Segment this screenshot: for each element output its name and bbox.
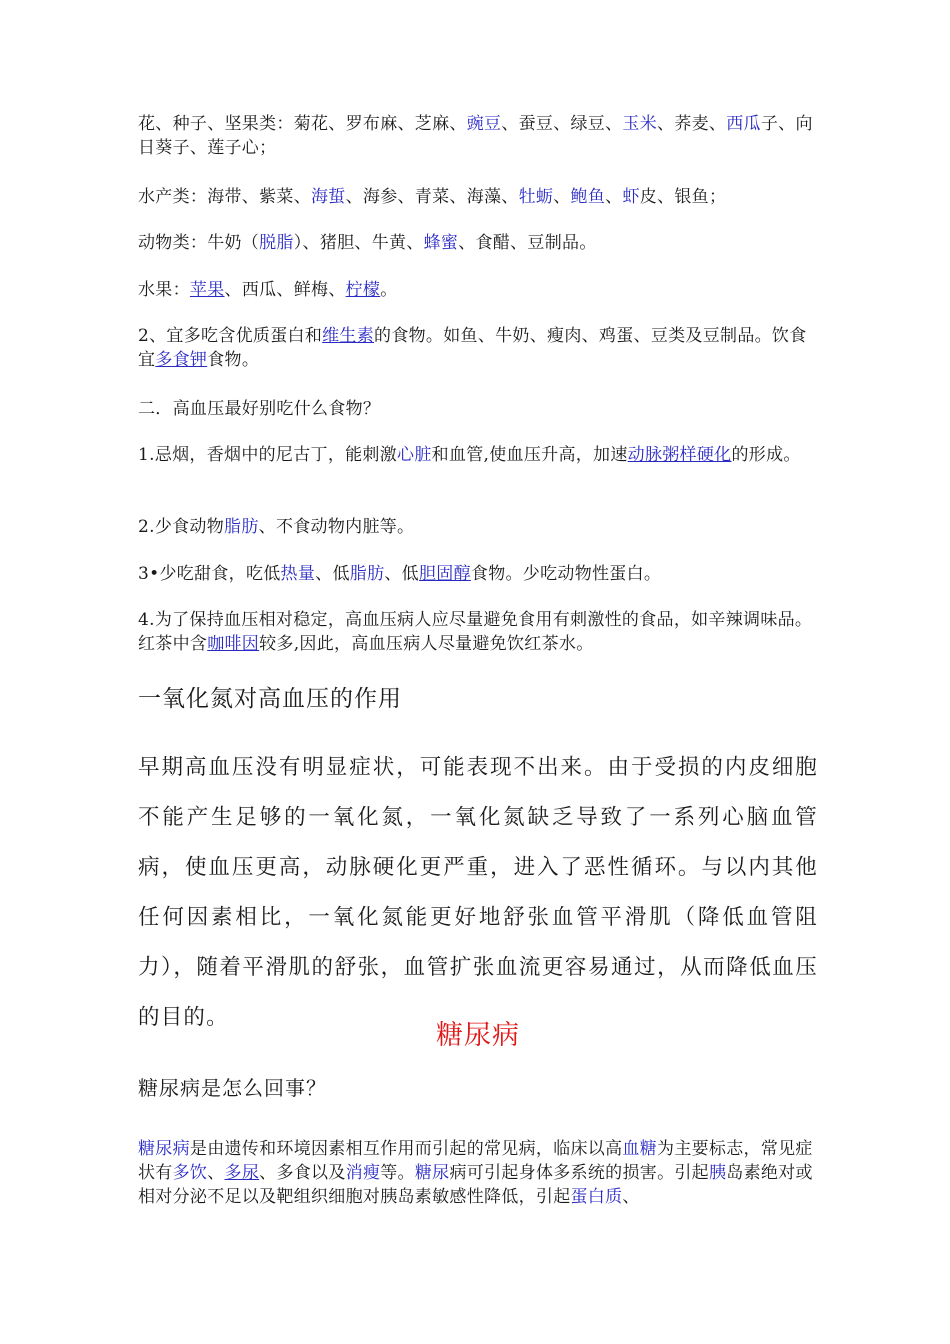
link-kafeiyin[interactable]: 咖啡因 <box>207 634 260 654</box>
text: 、 <box>622 1187 640 1207</box>
link-muli[interactable]: 牡蛎 <box>518 187 554 207</box>
link-fengmi[interactable]: 蜂蜜 <box>423 233 459 253</box>
section-title-diabetes: 糖尿病 <box>436 1020 520 1051</box>
text: 皮、银鱼； <box>639 187 727 207</box>
link-duoniao[interactable]: 多尿 <box>224 1163 260 1183</box>
link-xuetang[interactable]: 血糖 <box>622 1139 658 1159</box>
link-xinzang[interactable]: 心脏 <box>397 445 432 465</box>
text: 、低 <box>384 564 419 584</box>
text: 二．高血压最好别吃什么食物？ <box>138 399 381 419</box>
text: 3•少吃甜食，吃低 <box>138 564 281 584</box>
link-haizhe[interactable]: 海蜇 <box>311 187 346 207</box>
text: 子、向日葵子、莲子心； <box>138 114 813 158</box>
link-pingguo[interactable]: 苹果 <box>189 280 225 300</box>
link-xia[interactable]: 虾 <box>622 187 640 207</box>
subheading-diabetes: 糖尿病是怎么回事？ <box>138 1076 327 1100</box>
text: 食物。 <box>207 350 260 370</box>
paragraph-smoking <box>138 443 818 467</box>
text: 、荞麦、 <box>657 114 727 134</box>
link-dongmai[interactable]: 动脉粥样硬化 <box>627 445 732 465</box>
text: 的食物。如鱼、牛奶、瘦肉、鸡蛋、豆类及豆制品。饮食宜 <box>138 326 807 370</box>
text: 等。 <box>380 1163 415 1183</box>
link-danbaizhi[interactable]: 蛋白质 <box>570 1187 623 1207</box>
paragraph-fat <box>138 515 818 539</box>
link-tangniao[interactable]: 糖尿 <box>414 1163 450 1183</box>
text: 是由遗传和环境因素相互作用而引起的常见病，临床以高 <box>189 1139 623 1159</box>
text: 2、宜多吃含优质蛋白和 <box>138 326 323 346</box>
paragraph-seafood <box>138 185 818 209</box>
text: 水果： <box>138 280 190 300</box>
text: 1.忌烟，香烟中的尼古丁，能刺激 <box>138 445 398 465</box>
paragraph-protein <box>138 324 818 372</box>
link-xigua[interactable]: 西瓜 <box>726 114 761 134</box>
text: 、西瓜、鲜梅、 <box>224 280 346 300</box>
paragraph-animal <box>138 231 818 255</box>
link-zhifang-2[interactable]: 脂肪 <box>349 564 385 584</box>
paragraph-stimulants <box>138 608 818 656</box>
text: 动物类：牛奶（ <box>138 233 260 253</box>
text: 2.少食动物 <box>138 517 225 537</box>
link-tuozhi[interactable]: 脱脂 <box>259 233 294 253</box>
link-baoyu[interactable]: 鲍鱼 <box>570 187 606 207</box>
text: 、海参、青菜、海藻、 <box>345 187 519 207</box>
text: 、 <box>605 187 623 207</box>
link-yumi[interactable]: 玉米 <box>622 114 658 134</box>
text: 的形成。 <box>731 445 801 465</box>
text: 、蚕豆、绿豆、 <box>501 114 623 134</box>
text: 岛素绝对或相对分泌不足以及靶组织细胞对胰岛素敏感性降低，引起 <box>138 1163 813 1207</box>
link-duoyin[interactable]: 多饮 <box>172 1163 208 1183</box>
link-danguchun[interactable]: 胆固醇 <box>418 564 471 584</box>
link-yi[interactable]: 胰 <box>708 1163 727 1183</box>
text: 、食醋、豆制品。 <box>458 233 597 253</box>
link-duoshijia[interactable]: 多食钾 <box>155 350 208 370</box>
text: 。 <box>380 280 398 300</box>
link-reliang[interactable]: 热量 <box>280 564 316 584</box>
paragraph-nitric-oxide: 早期高血压没有明显症状，可能表现不出来。由于受损的内皮细胞不能产生足够的一氧化氮，一氧化氮缺乏导致了一系列心脑血管病，使血压更高，动脉硬化更严重，进入了恶性循环。与以内其他任何因素相比，一氧化氮能更好地舒张血管平滑肌（降低血管阻力），随着平滑肌的舒张，血管扩张血流更容易通过，从而降低血压的目的。 <box>138 755 818 1030</box>
paragraph-diabetes <box>138 1137 818 1209</box>
paragraph-seeds-nuts <box>138 112 818 160</box>
paragraph-sweets <box>138 562 818 586</box>
link-xiaoshou[interactable]: 消瘦 <box>345 1163 381 1183</box>
text: 较多,因此，高血压病人尽量避免饮红茶水。 <box>259 634 594 654</box>
link-weishengsu[interactable]: 维生素 <box>322 326 375 346</box>
text: 、不食动物内脏等。 <box>258 517 415 537</box>
text: 水产类：海带、紫菜、 <box>138 187 311 207</box>
text: 、多食以及 <box>259 1163 346 1183</box>
heading-nitric-oxide: 一氧化氮对高血压的作用 <box>138 686 402 712</box>
text: 病可引起身体多系统的损害。引起 <box>449 1163 709 1183</box>
section-heading-avoid <box>138 397 818 421</box>
text: 、 <box>553 187 571 207</box>
text: 花、种子、坚果类：菊花、罗布麻、芝麻、 <box>138 114 467 134</box>
paragraph-fruit <box>138 278 818 302</box>
link-ningmeng[interactable]: 柠檬 <box>345 280 381 300</box>
text: 、低 <box>315 564 350 584</box>
link-wandou[interactable]: 豌豆 <box>466 114 502 134</box>
text: 4.为了保持血压相对稳定，高血压病人应尽量避免食用有刺激性的食品，如辛辣调味品。红茶中含 <box>138 610 813 654</box>
text: 和血管,使血压升高，加速 <box>431 445 628 465</box>
text: ）、猪胆、牛黄、 <box>293 233 424 253</box>
link-zhifang[interactable]: 脂肪 <box>224 517 259 537</box>
link-tangniaobing[interactable]: 糖尿病 <box>138 1139 190 1159</box>
text: 、 <box>207 1163 225 1183</box>
text: 为主要标志，常见症状有 <box>138 1139 813 1183</box>
text: 食物。少吃动物性蛋白。 <box>470 564 662 584</box>
